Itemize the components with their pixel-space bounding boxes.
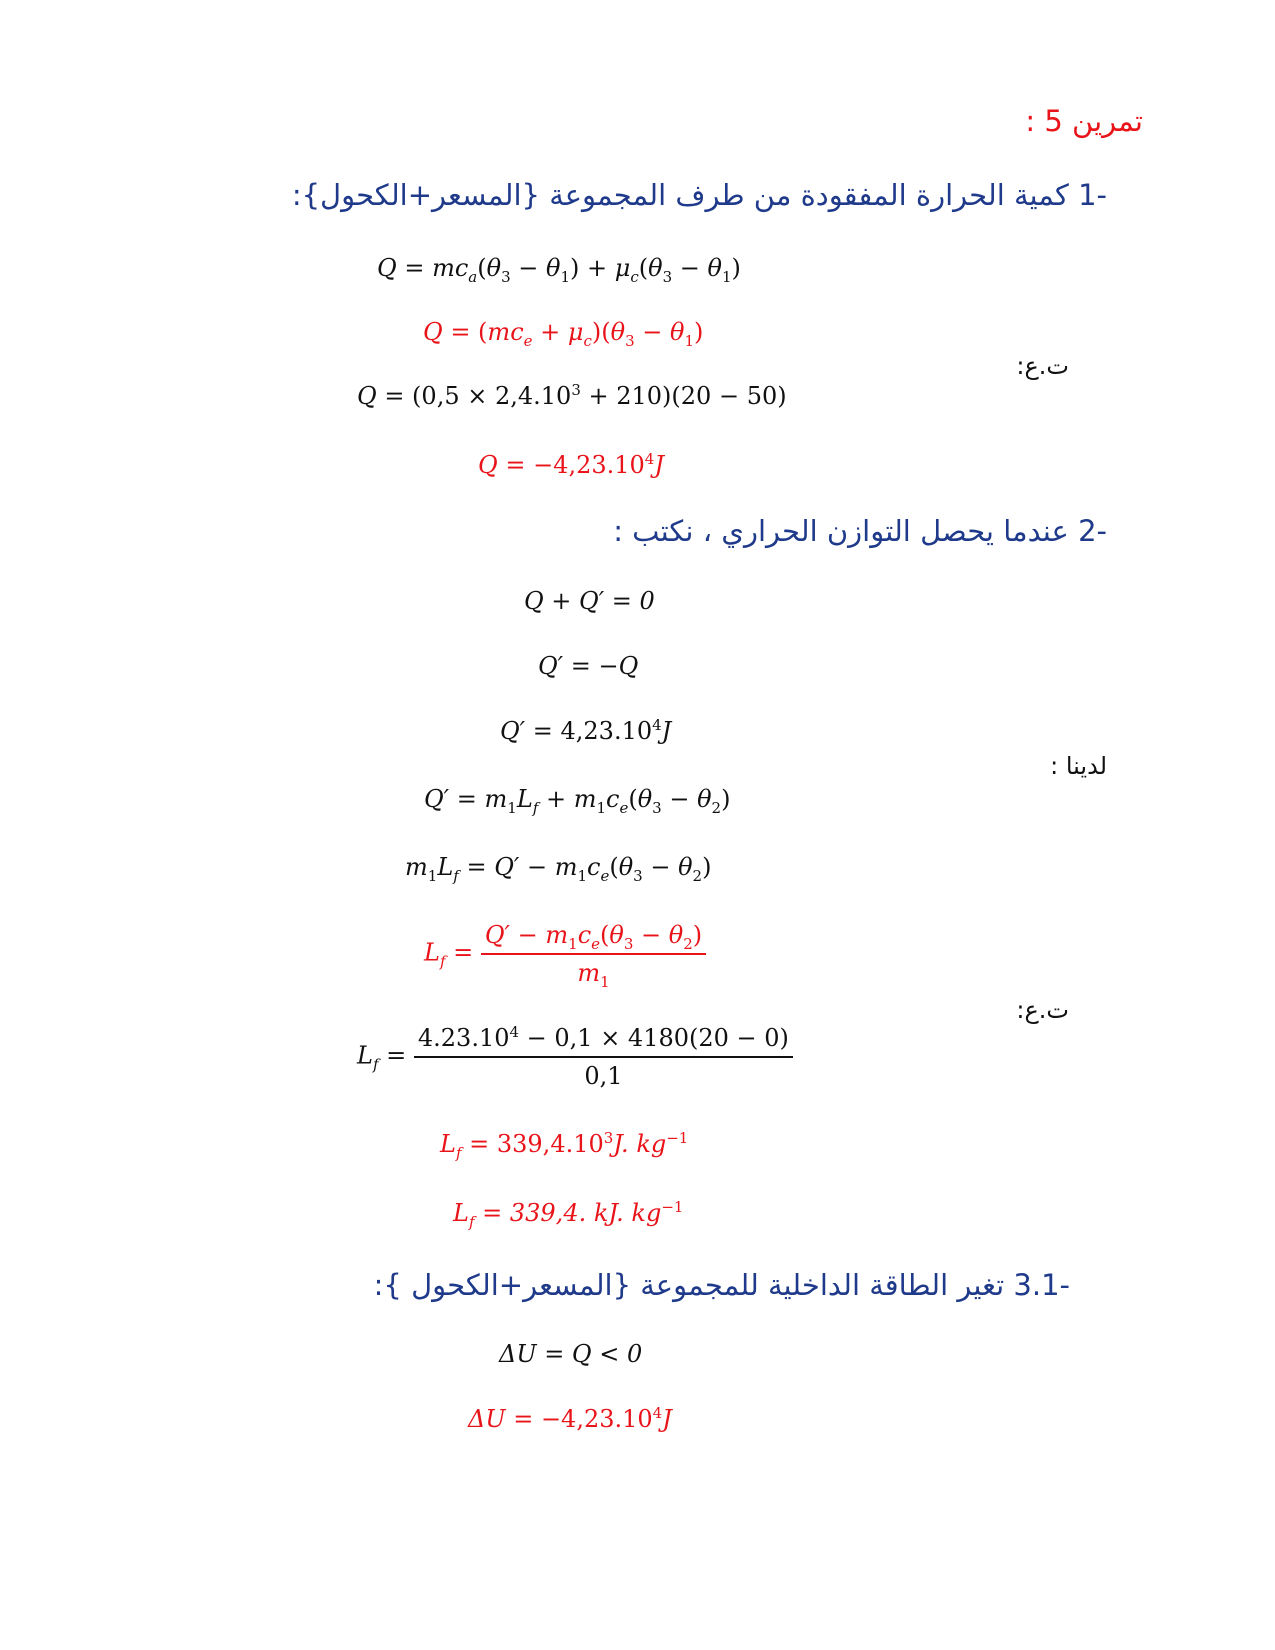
equation-du-sign: ΔU = Q < 0 [499,1340,643,1368]
section-3-1-heading: -3.1 تغير الطاقة الداخلية للمجموعة {المسعر+الكحول }: [373,1268,1070,1302]
numeric-application-label-2: ت.ع: [1016,996,1069,1024]
equation-qprime-expression: $Q' = m_1L_f + m_1c_e(\theta_3 - \theta_2)$ [424,785,731,817]
we-have-label: لدينا : [1050,752,1107,780]
equation-q-sum: $Q = mc_a(\theta_3 - \theta_1) + \mu_c(\theta_3 - \theta_1)$ [377,254,741,286]
equation-qprime-neg: Q′ = −Q [538,652,639,680]
equation-q-result: $Q = -4,23.10^4J$ [478,450,664,479]
numeric-application-label-1: ت.ع: [1016,352,1069,380]
equation-du-result: $\Delta U = -4,23.10^4J$ [468,1404,672,1433]
exercise-title: تمرين 5 : [1025,104,1143,138]
lf-formula-fraction: $\frac{Q' - m_1c_e(\theta_3 - \theta_2)}{m_1}$ [481,921,706,987]
section-2-heading: -2 عندما يحصل التوازن الحراري ، نكتب : [613,514,1107,548]
equation-lf-numeric: $L_f$ = $\frac{4.23.10^4 - 0,1 \times 4180(20 - 0)}{0,1}$ [357,1024,793,1090]
equation-q-factored: $Q = (mc_e + \mu_c)(\theta_3 - \theta_1)$ [423,318,704,350]
equation-qprime-value: $Q' = 4,23.10^4J$ [500,716,672,745]
equation-q-numeric: $Q = (0,5 \times 2,4.10^3 + 210)(20 - 50)$ [357,381,787,410]
section-1-heading: -1 كمية الحرارة المفقودة من طرف المجموعة {المسعر+الكحول}: [291,178,1107,212]
equation-lf-result-1: $L_f = 339,4.10^3J$. $kg^{-1}$ [440,1129,689,1162]
lf-numeric-fraction: $\frac{4.23.10^4 - 0,1 \times 4180(20 - 0)}{0,1}$ [414,1024,793,1090]
equation-lf-formula: $L_f$ = $\frac{Q' - m_1c_e(\theta_3 - \theta_2)}{m_1}$ [424,921,706,987]
equation-balance: Q + Q′ = 0 [524,587,655,615]
equation-m1lf: $m_1L_f = Q' - m_1c_e(\theta_3 - \theta_2)$ [405,853,712,885]
equation-lf-result-2: $L_f = 339,4$. kJ. $kg^{-1}$ [453,1198,684,1231]
